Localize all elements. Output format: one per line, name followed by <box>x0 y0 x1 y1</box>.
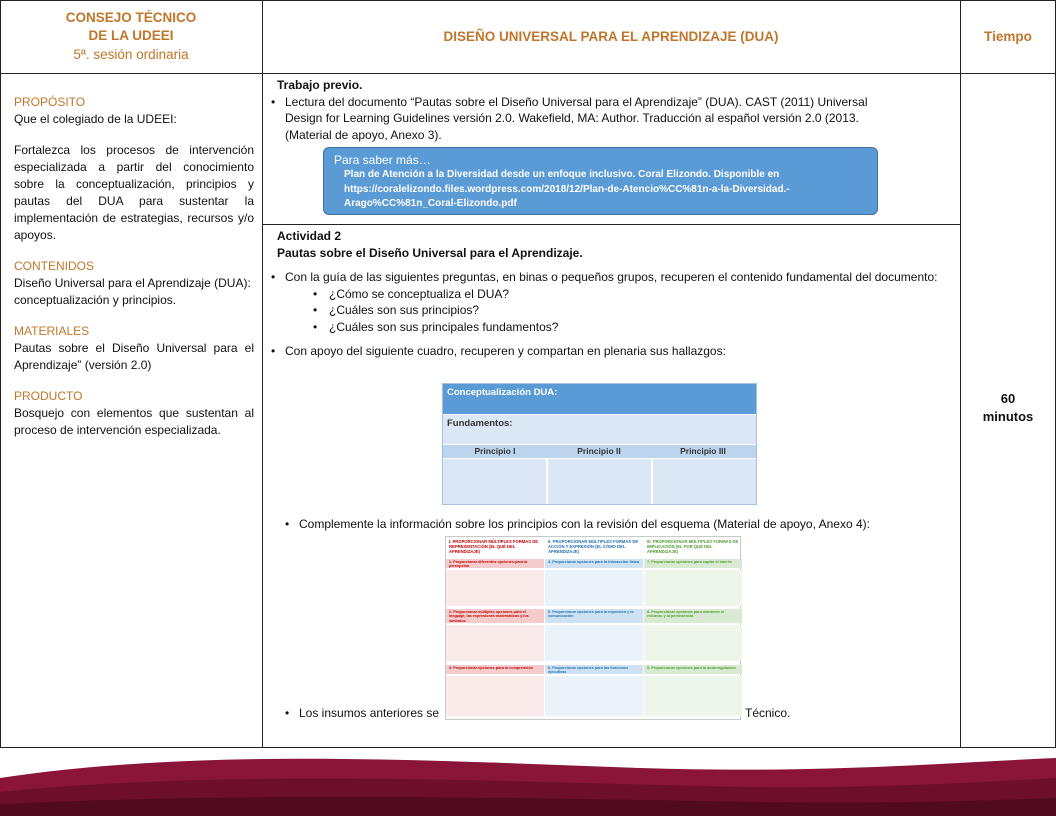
question-1: • ¿Cómo se conceptualiza el DUA? <box>313 286 953 303</box>
concept-row: Conceptualización DUA: <box>443 384 756 414</box>
trabajo-bullet: • Lectura del documento “Pautas sobre el Diseño Universal para el Aprendizaje” (DUA). CAST (2011) Universal Design for Learning Guidelines versión 2.0. Wakefield, MA: Author. Traducción al español versión 2.0 (2013.(Material de apoyo, Anexo 3). <box>271 94 877 144</box>
saber-mas-link[interactable]: Plan de Atención a la Diversidad desde un enfoque inclusivo. Coral Elizondo. Disponible en https://coralelizondo.files.wordpress.com/2018/12/Plan-de-Atencio%CC%81n-a-la-Diversidad.-Arago%CC%81n_Coral-Elizondo.pdf <box>344 169 790 209</box>
schema-col-1 <box>446 537 544 719</box>
principle-1-cell <box>443 459 546 504</box>
actividad-bullet-1: • Con la guía de las siguientes preguntas, en binas o pequeños grupos, recuperen el contenido fundamental del documento: <box>271 269 953 286</box>
principle-2-label: Principio II <box>577 446 621 456</box>
header-topic: DISEÑO UNIVERSAL PARA EL APRENDIZAJE (DUA) <box>443 29 779 44</box>
materiales-title: MATERIALES <box>14 324 90 338</box>
trabajo-title: Trabajo previo. <box>277 78 363 92</box>
actividad-bullet-3: • Complemente la información sobre los principios con la revisión del esquema (Material de apoyo, Anexo 4): <box>285 516 945 533</box>
actividad-2 <box>277 228 953 360</box>
producto-title: PRODUCTO <box>14 389 83 403</box>
saber-mas-box <box>323 147 878 215</box>
schema-col-3 <box>644 537 742 719</box>
schema-header-3: III. PROPORCIONAR MÚLTIPLES FORMAS DE IMPLICACIÓN (EL POR QUÉ DEL APRENDIZAJE) <box>647 539 739 554</box>
schema-header-1: I. PROPORCIONAR MÚLTIPLES FORMAS DE REPRESENTACIÓN (EL QUÉ DEL APRENDIZAJE) <box>449 539 539 554</box>
header-time: Tiempo <box>984 29 1032 44</box>
header-council-title: CONSEJO TÉCNICO <box>65 10 197 25</box>
schema-band-3: 3. Proporcionar opciones para la comprensión <box>446 665 544 674</box>
footer-decoration <box>0 748 1056 816</box>
proposito-line: Que el colegiado de la UDEEI: <box>14 112 177 126</box>
principle-3-cell <box>653 459 756 504</box>
column-divider-1 <box>262 0 263 748</box>
contenidos-text: Diseño Universal para el Aprendizaje (DUA): conceptualización y principios. <box>14 276 251 307</box>
principle-3-label: Principio III <box>680 446 726 456</box>
left-column <box>14 94 254 439</box>
contenidos-title: CONTENIDOS <box>14 259 95 273</box>
question-3: • ¿Cuáles son sus principales fundamentos? <box>313 319 953 336</box>
time-unit: minutos <box>982 409 1034 424</box>
question-2: • ¿Cuáles son sus principios? <box>313 302 953 319</box>
schema-band-6: 6. Proporcionar opciones para las funciones ejecutivas <box>545 665 643 674</box>
header-divider <box>0 73 1056 74</box>
actividad-bullet-4-start: • Los insumos anteriores se <box>285 705 445 722</box>
actividad-bullet-3-wrap <box>285 516 945 533</box>
actividad-bullet-4-end: Técnico. <box>745 706 791 720</box>
schema-band-5: 5. Proporcionar opciones para la expresión y la comunicación <box>545 609 643 623</box>
schema-band-4: 4. Proporcionar opciones para la interacción física <box>545 559 643 568</box>
actividad-title: Actividad 2 <box>277 229 342 243</box>
actividad-subtitle: Pautas sobre el Diseño Universal para el Aprendizaje. <box>277 245 583 260</box>
proposito-title: PROPÓSITO <box>14 95 86 109</box>
column-divider-2 <box>960 0 961 748</box>
principle-1-label: Principio I <box>474 446 516 456</box>
header-council-unit: DE LA UDEEI <box>88 28 174 43</box>
header-council <box>0 0 262 73</box>
activity-divider <box>262 224 960 225</box>
principles-header <box>443 444 756 458</box>
header-session: 5ª. sesión ordinaria <box>73 47 189 62</box>
time-value <box>960 390 1056 426</box>
schema-band-9: 9. Proporcionar opciones para la autorregulación <box>644 665 742 674</box>
time-number: 60 <box>1000 391 1016 406</box>
schema-header-2: II. PROPORCIONAR MÚLTIPLES FORMAS DE ACCIÓN Y EXPRESIÓN (EL CÓMO DEL APRENDIZAJE) <box>548 539 639 554</box>
actividad-bullet-2: • Con apoyo del siguiente cuadro, recuperen y compartan en plenaria sus hallazgos: <box>271 343 953 360</box>
proposito-text: Fortalezca los procesos de intervención especializada a partir del conocimiento sobre la conceptualización, principios y pautas del DUA para sustentar la implementación de estrategias, recursos y/o apoyos. <box>14 143 254 242</box>
trabajo-previo <box>277 77 877 143</box>
producto-text: Bosquejo con elementos que sustentan al proceso de intervención especializada. <box>14 406 254 437</box>
actividad-bullet-4-start-wrap <box>285 705 445 722</box>
fundamentos-row: Fundamentos: <box>443 414 756 444</box>
concept-table-image <box>442 383 757 505</box>
saber-mas-title: Para saber más… <box>334 153 431 167</box>
principle-2-cell <box>548 459 651 504</box>
schema-band-2: 2. Proporcionar múltiples opciones para el lenguaje, las expresiones matemáticas y los símbolos <box>446 609 544 623</box>
materiales-text: Pautas sobre el Diseño Universal para el Aprendizaje” (versión 2.0) <box>14 341 254 372</box>
schema-col-2 <box>545 537 643 719</box>
schema-band-8: 8. Proporcionar opciones para mantener el esfuerzo y la persistencia <box>644 609 742 623</box>
schema-band-1: 1. Proporcionar diferentes opciones para la percepción <box>446 559 544 568</box>
schema-band-7: 7. Proporcionar opciones para captar el interés <box>644 559 742 568</box>
principles-schema-image <box>445 536 741 720</box>
